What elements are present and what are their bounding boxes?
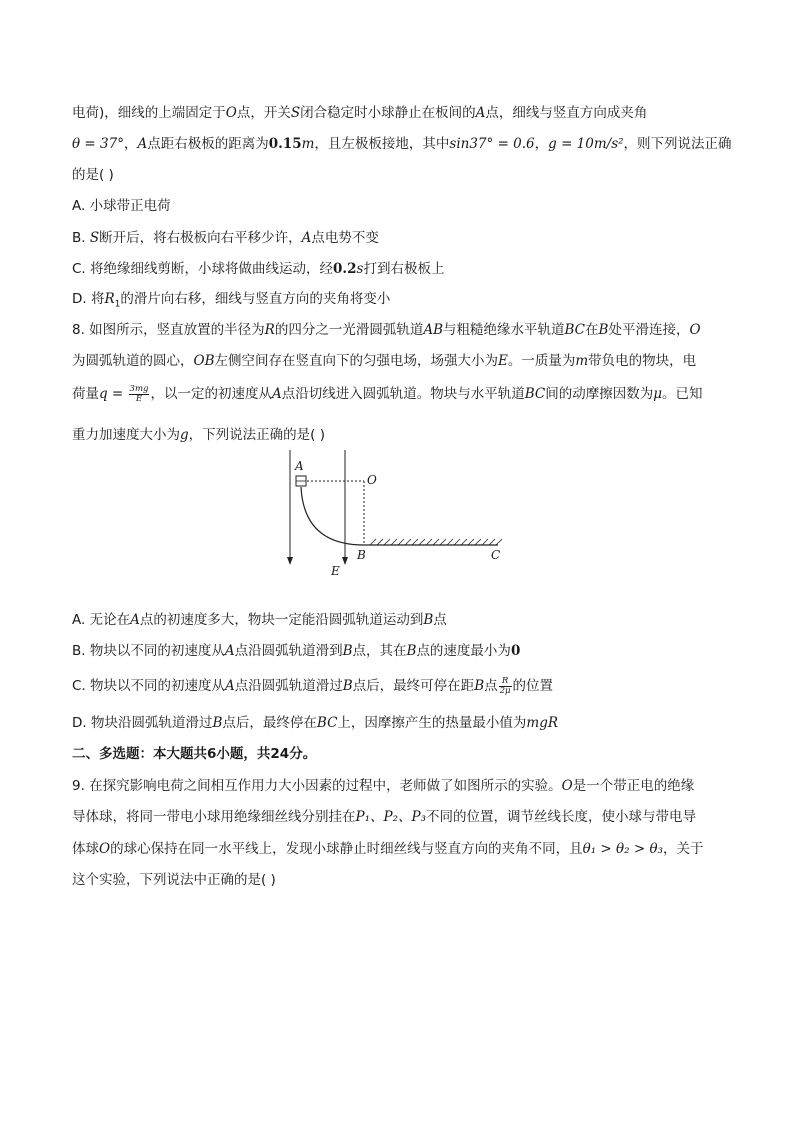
hatch-mark: [426, 539, 432, 545]
q7-option-b: B. S断开后，将右极板向右平移少许，A点电势不变: [72, 230, 379, 246]
hatch-mark: [384, 539, 390, 545]
hatch-mark: [461, 539, 467, 545]
hatch-mark: [440, 539, 446, 545]
label-a: A: [295, 459, 304, 473]
hatch-mark: [489, 539, 495, 545]
hatch-mark: [482, 539, 488, 545]
hatch-mark: [377, 539, 383, 545]
q8-option-b: B. 物块以不同的初速度从A点沿圆弧轨道滑到B点，其在B点的速度最小为0: [72, 643, 521, 659]
arc-track-ab: [301, 487, 364, 545]
q7-option-a: A. 小球带正电荷: [72, 198, 171, 214]
hatch-mark: [405, 539, 411, 545]
label-o: O: [367, 473, 377, 487]
q7-line-1: 电荷)，细线的上端固定于O点，开关S闭合稳定时小球静止在板间的A点，细线与竖直方向成夹角: [72, 105, 648, 121]
q8-option-c: C. 物块以不同的初速度从A点沿圆弧轨道滑过B点后，最终可停在距B点 $\frac{R}{2\mu}$ 的位置: [72, 675, 554, 696]
hatch-mark: [398, 539, 404, 545]
charge-fraction: $\frac{3mg}{E}$: [129, 383, 149, 404]
label-c: C: [491, 548, 501, 562]
q8-line-3: 荷量q = $\frac{3mg}{E}$ ，以一定的初速度从A点沿切线进入圆弧轨道。物块与水平轨道BC间的动摩擦因数为μ。已知: [72, 383, 703, 404]
hatch-mark: [475, 539, 481, 545]
q8-line-4: 重力加速度大小为g，下列说法正确的是( ): [72, 427, 325, 443]
q8-option-a: A. 无论在A点的初速度多大，物块一定能沿圆弧轨道运动到B点: [72, 612, 447, 628]
q8-option-d: D. 物块沿圆弧轨道滑过B点后，最终停在BC上，因摩擦产生的热量最小值为mgR: [72, 715, 559, 731]
hatch-mark: [419, 539, 425, 545]
q8-figure: [270, 445, 520, 585]
label-e: E: [331, 564, 340, 578]
track-bc: [364, 539, 502, 545]
hatch-mark: [412, 539, 418, 545]
q8-line-1: 8. 如图所示，竖直放置的半径为R的四分之一光滑圆弧轨道AB与粗糙绝缘水平轨道BC在B处平滑连接，O: [72, 322, 701, 338]
label-b: B: [357, 548, 366, 562]
hatch-mark: [447, 539, 453, 545]
q9-line-1: 9. 在探究影响电荷之间相互作用力大小因素的过程中，老师做了如图所示的实验。O是一个带正电的绝缘: [72, 778, 695, 794]
q9-line-3: 体球O的球心保持在同一水平线上，发现小球静止时细丝线与竖直方向的夹角不同，且θ₁ > θ₂ > θ₃，关于: [72, 841, 704, 857]
field-arrow-right: [342, 450, 348, 565]
q9-line-2: 导体球，将同一带电小球用绝缘细丝线分别挂在P₁、P₂、P₃不同的位置，调节丝线长度，使小球与带电导: [72, 809, 696, 825]
hatch-mark: [391, 539, 397, 545]
distance-fraction: $\frac{R}{2\mu}$: [499, 675, 511, 696]
hatch-mark: [496, 539, 502, 545]
hatch-mark: [370, 539, 376, 545]
q7-line-3: 的是( ): [72, 167, 114, 183]
section-2-heading: 二、多选题：本大题共6小题，共24分。: [72, 746, 317, 762]
hatch-mark: [468, 539, 474, 545]
q9-line-4: 这个实验，下列说法中正确的是( ): [72, 872, 276, 888]
hatch-mark: [433, 539, 439, 545]
hatch-mark: [454, 539, 460, 545]
q7-line-2: θ = 37°，A点距右极板的距离为0.15m，且左极板接地，其中sin37° = 0.6，g = 10m/s²，则下列说法正确: [72, 136, 732, 152]
q8-line-2: 为圆弧轨道的圆心，OB左侧空间存在竖直向下的匀强电场，场强大小为E。一质量为m带负电的物块，电: [72, 353, 697, 369]
q7-option-d: D. 将$R_1$的滑片向右移，细线与竖直方向的夹角将变小: [72, 291, 391, 310]
field-arrow-left: [287, 450, 293, 565]
q7-option-c: C. 将绝缘细线剪断，小球将做曲线运动，经0.2s打到右极板上: [72, 261, 445, 277]
